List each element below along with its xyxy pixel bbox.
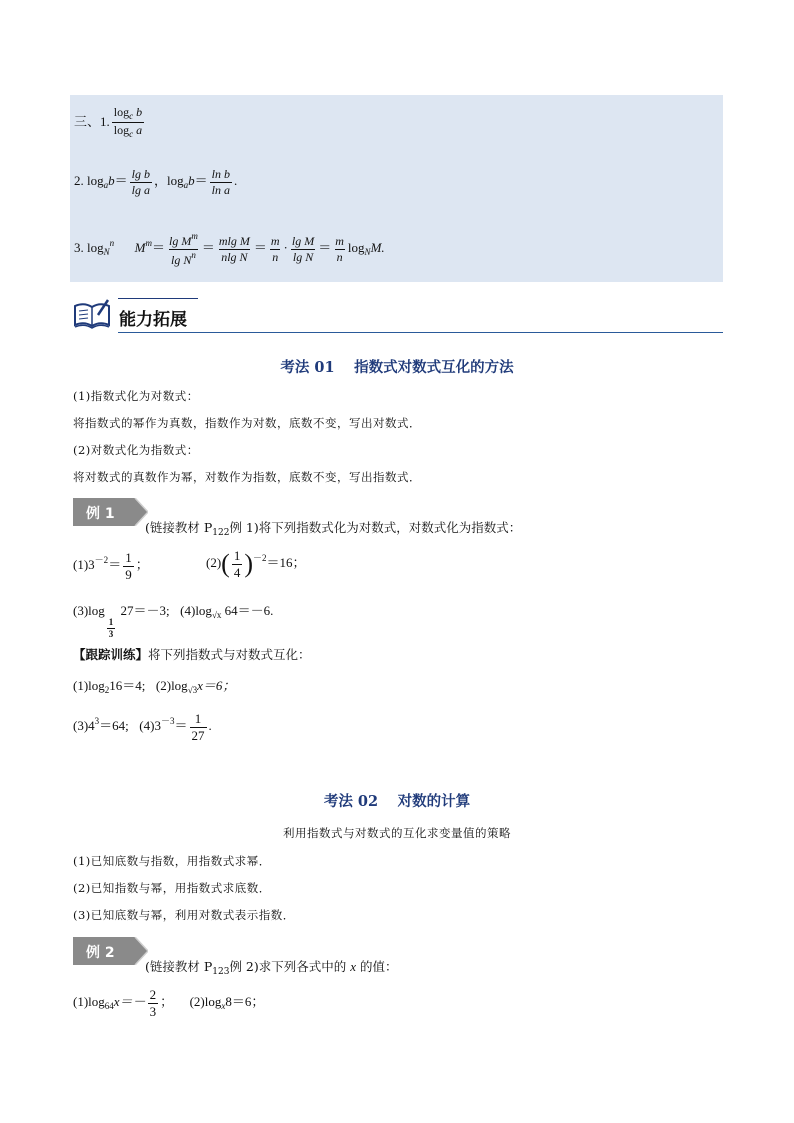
paren-left: ( [221,549,230,579]
example-1-q3-q4 [73,600,273,640]
fraction [210,168,232,196]
text: (1)log [73,678,105,693]
text: ＝ [114,173,128,189]
method-1-heading: 考法 01 指数式对数式互化的方法 [280,359,514,376]
text: 例 1)将下列指数式化为对数式，对数式化为指数式： [229,520,522,535]
text: 2 [104,685,110,695]
fraction [190,712,207,742]
text: 3 [94,716,100,727]
text: lg M [169,234,192,248]
fraction [112,106,144,140]
text: m [145,238,152,249]
text: －3 [160,716,175,727]
text: 1 [125,550,132,565]
review-line-2 [74,168,237,196]
fraction [130,168,152,196]
text: (4)log [180,603,212,618]
review-line-1 [74,106,146,140]
paren-right: ) [244,549,254,579]
fraction [269,235,282,263]
text: (链接教材 P [145,959,213,974]
text: 3 [108,629,114,640]
text: 122 [212,528,230,538]
text: lg N [292,249,314,264]
text: x＝－ [113,994,146,1010]
text: x＝6； [197,678,236,693]
text: m [191,231,198,241]
text: log [347,240,365,256]
example-2-text [145,957,398,977]
text: ； [160,994,174,1010]
text: (4)3 [139,718,161,734]
text: ln a [211,182,230,197]
text: N [103,247,110,258]
section-top-rule [118,298,198,299]
text: －2 [94,555,109,566]
text: n [109,238,115,249]
method-1-para-2: 将指数式的幂作为真数，指数作为对数，底数不变，写出对数式． [73,416,421,430]
text: a [136,123,143,138]
practice-q3-q4 [73,712,212,742]
text: c [129,129,134,140]
method-2-para-3: (3)已知底数与幂，利用对数式表示指数． [73,908,295,922]
fraction [290,235,316,263]
text: (1)log [73,994,105,1010]
text: lg N [171,252,192,267]
text: ＝ [108,557,122,573]
text: lg b [131,167,150,181]
text: 1 [108,617,114,627]
text: log [113,123,130,138]
text: (2)log [155,678,188,693]
section-underline [118,332,723,333]
text: c [129,111,134,121]
text: ＝ [194,173,208,189]
practice-q1-q2 [73,675,235,695]
text: ln b [211,167,230,181]
text: (2) [206,555,222,571]
text: (1)3 [73,557,95,573]
text: 1 [233,548,241,563]
text: (2)log [189,994,222,1010]
text: 1 [194,711,202,726]
text: m [335,234,344,248]
text: n [191,249,196,260]
text: m [270,234,280,248]
method-2-para-2: (2)已知指数与幂，用指数式求底数． [73,881,271,895]
text: 16＝4; [109,678,146,693]
example-1-q2 [206,549,306,579]
text: . [208,718,212,734]
example-1-text [145,518,521,538]
text: 例 2)求下列各式中的 [229,959,347,974]
text: 64 [104,1001,114,1012]
fraction [217,235,252,263]
example-1-q1 [73,551,149,581]
text: (3)log [73,603,105,618]
text: 64＝－6. [224,603,274,618]
text: 3 [149,1003,157,1019]
text: . [233,173,238,189]
text: √3 [187,685,198,695]
text: ； [135,557,149,573]
fraction [333,235,346,263]
text: √x [211,610,222,620]
text: ，log [153,173,184,189]
text: 4 [233,564,241,580]
text: 的值： [360,959,398,974]
text: 2. log [74,173,104,189]
text: b [136,105,143,119]
text: x [350,959,357,974]
text: 将下列指数式与对数式互化： [148,647,311,662]
fraction [148,988,159,1018]
text: M [134,240,146,256]
text: lg a [131,182,150,197]
text: n [272,249,279,264]
text: －2 [253,553,267,564]
text: nlg N [221,249,248,264]
text: 27 [191,727,205,743]
text: 8＝6； [225,994,265,1010]
text: ＝64; [99,718,129,734]
text: a [183,180,189,191]
fraction [167,232,200,266]
text: b [108,173,115,189]
text: ＝ [151,240,165,256]
text: log [113,105,130,119]
text: (链接教材 P [145,520,213,535]
fraction [123,551,134,581]
method-1-para-3: (2)对数式化为指数式： [73,443,199,457]
text: (3)4 [73,718,95,734]
text: 9 [125,566,132,582]
method-1-para-1: (1)指数式化为对数式： [73,389,199,403]
example-2-q1-q2 [73,988,264,1018]
text: b [188,173,195,189]
text: n [336,249,343,264]
section-title: 能力拓展 [119,310,187,330]
review-line-1-prefix: 三、1. [74,113,110,129]
text: lg M [291,234,315,248]
fraction [107,618,116,640]
review-line-3: 3. $\log_N^n M^m=$ $\frac{\lg M^m}{\lg N^n}$ ＝ $\frac{\text{mlg M}}{\text{nlg N}}$ ＝ $\frac{m}{n}$ · $\frac{\text{lg M}}{\text{lg N}}$ ＝ $\frac{m}{n}$ $\log_NM$. [74,231,385,267]
text: mlg M [218,234,250,248]
method-2-heading: 考法 02 对数的计算 [323,793,471,810]
example-2-badge-label: 例 2 [86,945,115,961]
text: 3. log [74,240,104,256]
example-1-badge-label: 例 1 [86,506,115,522]
text: ＝16； [266,555,306,571]
text: N [364,247,371,258]
method-1-para-4: 将对数式的真数作为幂，对数作为指数，底数不变，写出指数式． [73,470,421,484]
method-2-para-1: (1)已知底数与指数，用指数式求幂． [73,854,271,868]
text: x [221,1001,226,1012]
text: M. [370,240,385,256]
practice-heading [73,645,311,663]
text: 【跟踪训练】 [73,647,149,662]
method-2-subheading: 利用指数式与对数式的互化求变量值的策略 [283,826,511,840]
text: · [283,240,288,256]
text: a [103,180,109,191]
fraction [232,549,243,579]
text: 27＝－3; [120,603,170,618]
text: 123 [212,967,230,977]
text: ＝ [174,718,188,734]
text: 2 [149,987,157,1002]
book-pencil-icon [72,297,112,331]
